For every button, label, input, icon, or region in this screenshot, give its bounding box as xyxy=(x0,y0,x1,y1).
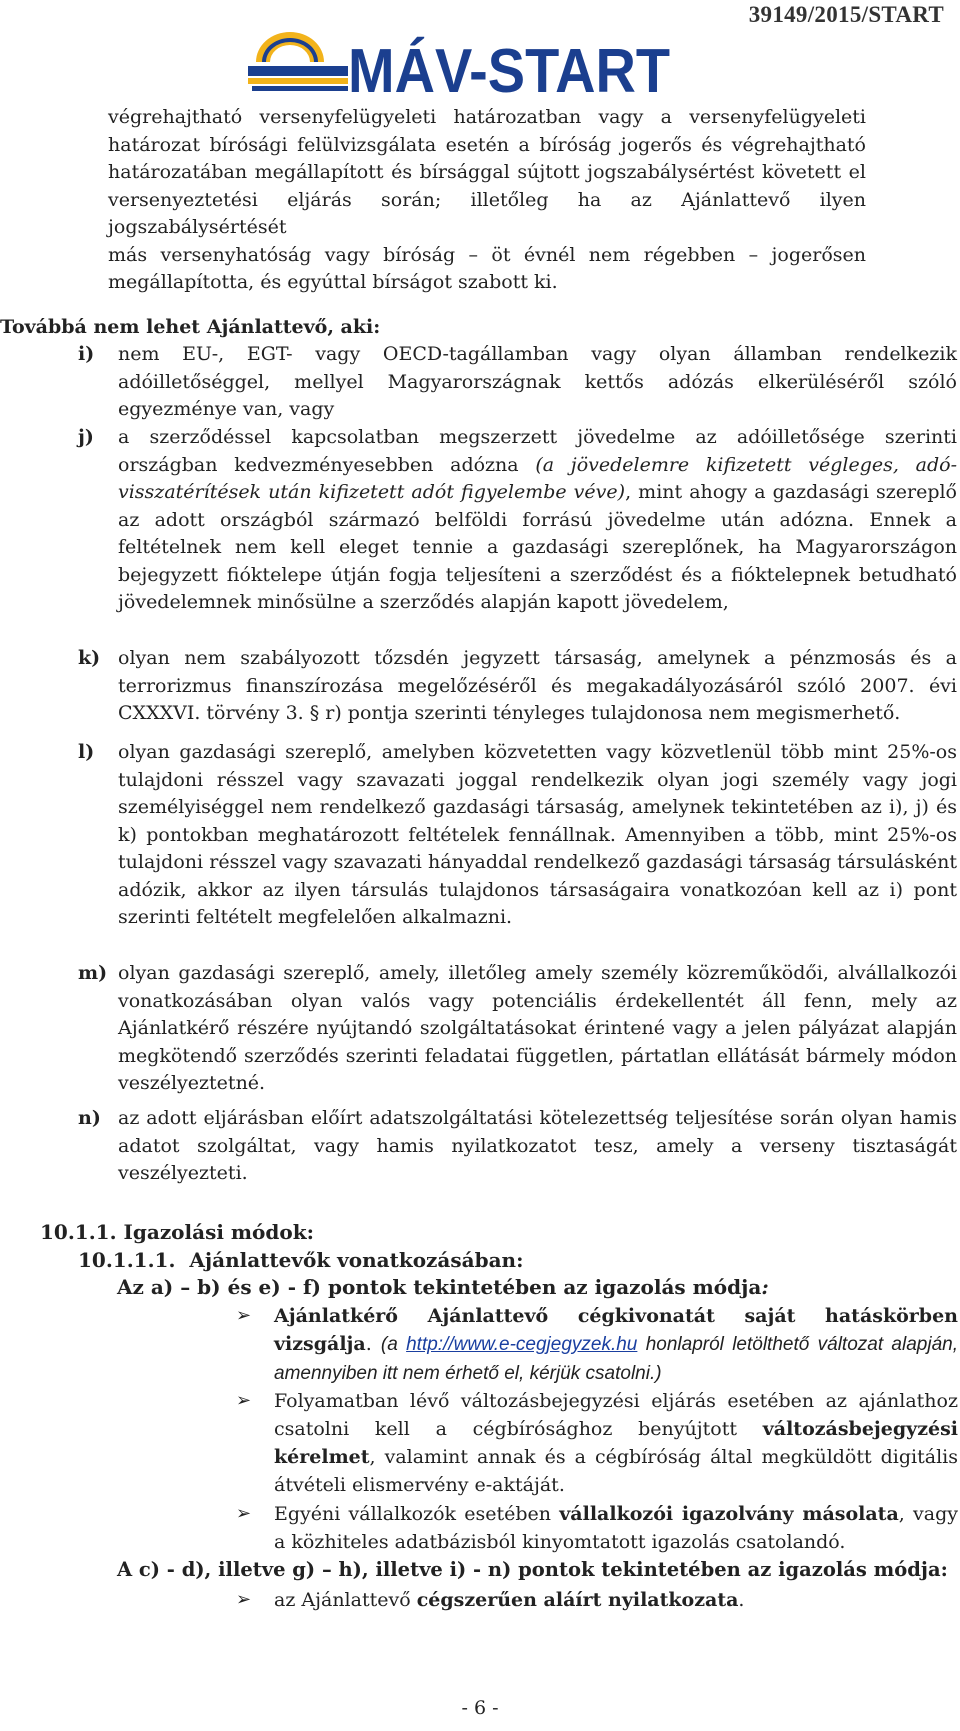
bullet-bold-text: Ajánlatkérő Ajánlattevő cégkivonatát saját hatáskörben vizsgálja xyxy=(274,1305,958,1355)
proof-method-heading-text: Az a) – b) és e) - f) pontok tekintetében az igazolás módja xyxy=(117,1275,762,1299)
list-text: nem EU-, EGT- vagy OECD-tagállamban vagy olyan államban rendelkezik adóilletőséggel, mellyel Magyarországnak kettős adózás elkerüléséről szóló egyezménye van, vagy xyxy=(118,343,957,420)
logo-text: MÁV-START xyxy=(348,37,671,104)
bullet-italic-text: (a xyxy=(380,1334,407,1355)
intro-line: megállapította, és egyúttal bírságot szabott ki. xyxy=(108,271,558,293)
further-heading: Továbbá nem lehet Ajánlattevő, aki: xyxy=(0,316,381,338)
page-number: - 6 - xyxy=(461,1697,499,1719)
list-text: olyan gazdasági szereplő, amelyben közvetetten vagy közvetlenül több mint 25%-os tulajdoni résszel vagy szavazati joggal rendelkezik olyan jogi személy vagy jogi személyiséggel nem rendelkező gazdasági társaság, amelynek tekintetében az i), j) és k) pontokban meghatározott feltételek fennállnak. Amennyiben a több, mint 25%-os tulajdoni résszel vagy szavazati hányaddal rendelkező gazdasági társaság társulásként adózik, akkor az ilyen társulás tulajdonos társaságaira vonatkozóan kell az i) pont szerinti feltételt megfelelően alkalmazni. xyxy=(118,741,957,928)
list-label: k) xyxy=(78,647,101,669)
bullet-italic-text: honlapról letölthető változat alapján, amennyiben itt nem érhető el, kérjük csatolni.) xyxy=(274,1334,958,1384)
intro-line: versenyeztetési eljárás során; illetőleg ha az Ajánlattevő ilyen jogszabálysértését xyxy=(108,188,866,238)
intro-paragraph xyxy=(108,104,866,297)
list-label: i) xyxy=(78,343,95,365)
section-heading-10-1-1-1: 10.1.1.1. Ajánlattevők vonatkozásában: xyxy=(78,1248,524,1272)
bullet-text xyxy=(274,1387,958,1499)
bullet-text-part: . xyxy=(365,1333,381,1355)
intro-line: határozatában megállapított és bírsággal sújtott jogszabálysértést követett el xyxy=(108,161,866,183)
list-label: n) xyxy=(78,1107,101,1129)
list-text-part: a szerződéssel kapcsolatban megszerzett jövedelme az adóilletősége szerinti országban kedvezményesebben adózna xyxy=(118,426,957,476)
list-text: olyan nem szabályozott tőzsdén jegyzett társaság, amelynek a pénzmosás és a terrorizmus finanszírozása megelőzéséről és megakadályozásáról szóló 2007. évi CXXXVI. törvény 3. § r) pontja szerinti tényleges tulajdonosa nem megismerhető. xyxy=(118,647,957,724)
intro-line: végrehajtható versenyfelügyeleti határozatban vagy a versenyfelügyeleti xyxy=(108,106,866,128)
bullet-text-part: Folyamatban lévő változásbejegyzési eljárás esetében az ajánlathoz csatolni kell a cégbírósághoz benyújtott xyxy=(274,1390,958,1440)
list-label: m) xyxy=(78,962,108,984)
list-text xyxy=(118,424,957,617)
bullet-bold-text: vállalkozói igazolvány másolata xyxy=(559,1503,899,1525)
bullet-text-part: , valamint annak és a cégbíróság által megküldött digitális átvételi elismervény e-aktáját. xyxy=(274,1446,958,1496)
cegjegyzek-link[interactable]: http://www.e-cegjegyzek.hu xyxy=(406,1334,638,1355)
list-text: olyan gazdasági szereplő, amely, illetőleg amely személy közreműködői, alvállalkozói vonatkozásában olyan valós vagy potenciális érdekellentét áll fenn, mely az Ajánlatkérő részére nyújtandó szolgáltatásokat érintené vagy a jelen pályázat alapján megkötendő szerződés szerinti feladatai független, pártatlan ellátását bármely módon veszélyeztetné. xyxy=(118,962,957,1094)
bullet-bold-text: cégszerűen aláírt nyilatkozata xyxy=(416,1589,739,1611)
proof-method-heading-a xyxy=(117,1273,769,1301)
mav-start-logo xyxy=(248,22,673,104)
arrow-bullet-icon: ➢ xyxy=(236,1305,252,1326)
bullet-text-part: az Ajánlattevő xyxy=(274,1589,417,1611)
list-label: l) xyxy=(78,741,95,763)
logo-emblem xyxy=(248,32,348,91)
bullet-text xyxy=(274,1586,958,1614)
list-label: j) xyxy=(78,426,94,448)
arrow-bullet-icon: ➢ xyxy=(236,1390,252,1411)
bullet-text xyxy=(274,1500,958,1556)
bullet-bold-text: változásbejegyzési kérelmet xyxy=(274,1418,958,1468)
proof-method-heading-colon: : xyxy=(761,1275,769,1299)
section-heading-10-1-1: 10.1.1. Igazolási módok: xyxy=(40,1220,314,1244)
arrow-bullet-icon: ➢ xyxy=(236,1589,252,1610)
list-text: az adott eljárásban előírt adatszolgáltatási kötelezettség teljesítése során olyan hamis adatot szolgáltat, vagy hamis nyilatkozatot tesz, amely a verseny tisztaságát veszélyezteti. xyxy=(118,1107,957,1184)
list-text-italic: (a jövedelemre kifizetett végleges, adó-visszatérítések után kifizetett adót figyelembe véve) xyxy=(118,453,958,503)
list-text-part: , mint ahogy a gazdasági szereplő az adott országból származó belföldi forrású jövedelme után adózna. Ennek a feltételnek nem kell eleget tennie a gazdasági szereplőnek, ha Magyarországon bejegyzett fióktelepe útján fogja teljesíteni a szerződést és a fióktelepnek betudható jövedelemnek minősülne a szerződés alapján kapott jövedelem, xyxy=(118,481,957,613)
bullet-text-part: Egyéni vállalkozók esetében xyxy=(274,1503,560,1525)
arrow-bullet-icon: ➢ xyxy=(236,1503,252,1524)
bullet-text-part: , vagy a közhiteles adatbázisból kinyomtatott igazolás csatolandó. xyxy=(274,1503,958,1553)
document-number: 39149/2015/START xyxy=(748,2,944,27)
bullet-text-part: . xyxy=(738,1589,745,1611)
proof-method-heading-b: A c) - d), illetve g) – h), illetve i) - n) pontok tekintetében az igazolás módja: xyxy=(117,1558,948,1581)
intro-line: más versenyhatóság vagy bíróság – öt évnél nem régebben – jogerősen xyxy=(108,243,866,266)
bullet-text xyxy=(274,1302,958,1388)
intro-line: határozat bírósági felülvizsgálata esetén a bíróság jogerős és végrehajtható xyxy=(108,133,866,156)
